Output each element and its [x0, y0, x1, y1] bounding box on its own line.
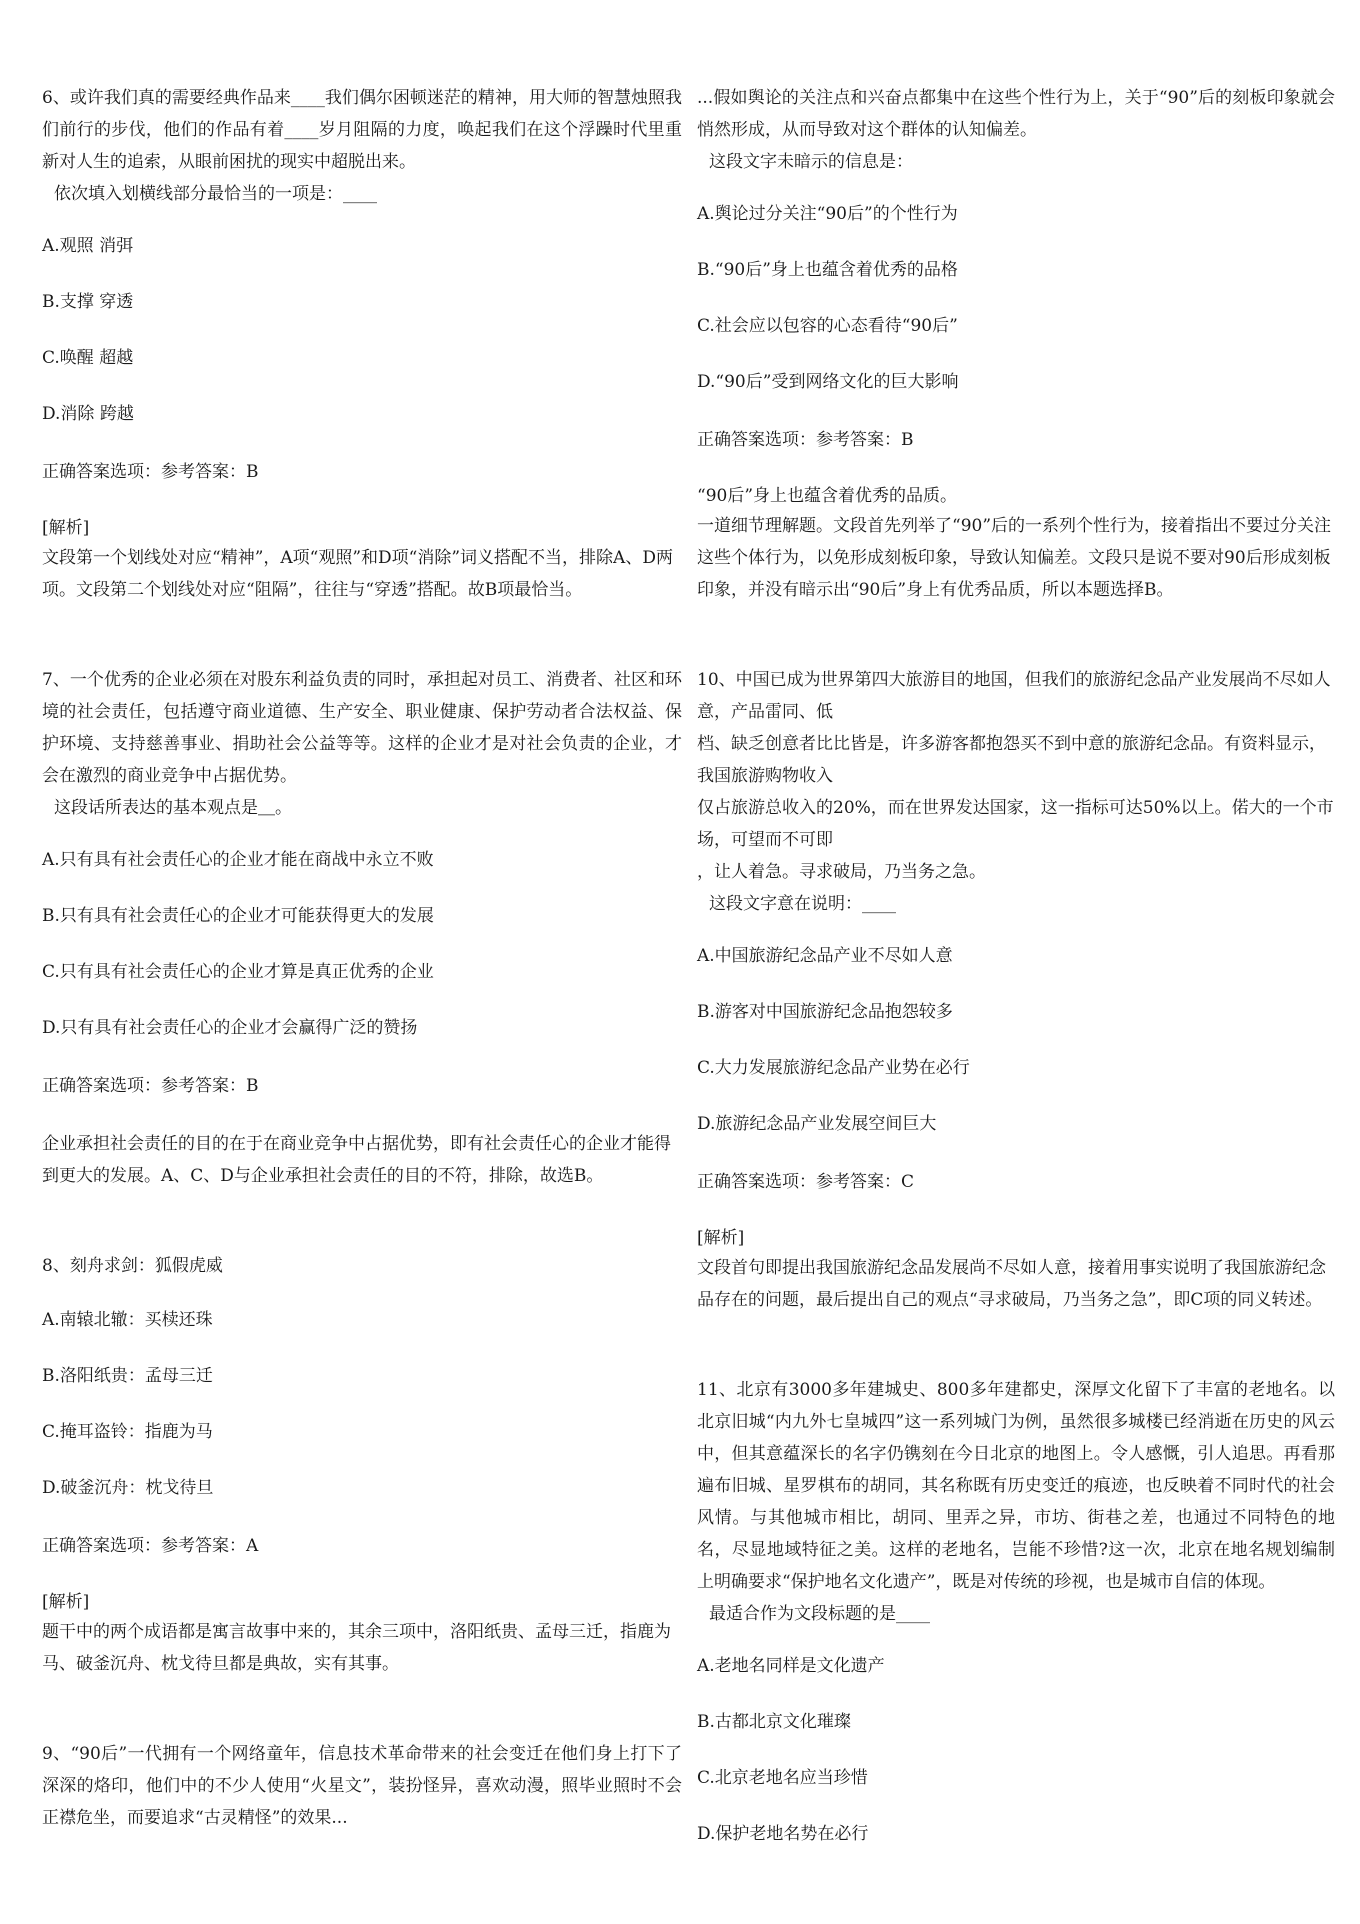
answer-line: 正确答案选项：参考答案：B: [697, 430, 914, 450]
question-9-continued: [697, 82, 1335, 606]
question-prompt: 依次填入划横线部分最恰当的一项是：____: [54, 184, 377, 204]
option-b: B.游客对中国旅游纪念品抱怨较多: [697, 1002, 953, 1022]
question-prompt: 这段文字未暗示的信息是：: [709, 152, 913, 172]
option-d: D.旅游纪念品产业发展空间巨大: [697, 1114, 937, 1134]
question-10: [697, 664, 1335, 1316]
option-c: C.掩耳盗铃：指鹿为马: [42, 1422, 213, 1442]
option-d: D.保护老地名势在必行: [697, 1824, 869, 1844]
analysis-lead: “90后”身上也蕴含着优秀的品质。: [697, 486, 958, 506]
analysis-text: 一道细节理解题。文段首先列举了“90”后的一系列个性行为，接着指出不要过分关注这些个体行为，以免形成刻板印象，导致认知偏差。文段只是说不要对90后形成刻板印象，并没有暗示出“90后”身上有优秀品质，所以本题选择B。: [697, 516, 1332, 600]
option-d: D.“90后”受到网络文化的巨大影响: [697, 372, 959, 392]
question-9: [42, 1738, 682, 1834]
analysis-text: 文段第一个划线处对应“精神”，A项“观照”和D项“消除”词义搭配不当，排除A、D两项。文段第二个划线处对应“阻隔”，往往与“穿透”搭配。故B项最恰当。: [42, 548, 673, 600]
option-a: A.南辕北辙：买椟还珠: [42, 1310, 213, 1330]
question-prompt: 这段话所表达的基本观点是＿。: [54, 798, 292, 818]
question-stem: 9、“90后”一代拥有一个网络童年，信息技术革命带来的社会变迁在他们身上打下了深深的烙印，他们中的不少人使用“火星文”，装扮怪异，喜欢动漫，照毕业照时不会正襟危坐，而要追求“古灵精怪”的效果...: [42, 1744, 682, 1828]
question-stem: ...假如舆论的关注点和兴奋点都集中在这些个性行为上，关于“90”后的刻板印象就会悄然形成，从而导致对这个群体的认知偏差。: [697, 88, 1335, 140]
question-prompt: 最适合作为文段标题的是____: [709, 1604, 930, 1624]
option-a: A.舆论过分关注“90后”的个性行为: [697, 204, 958, 224]
option-a: A.只有具有社会责任心的企业才能在商战中永立不败: [42, 850, 434, 870]
question-7: [42, 664, 682, 1192]
option-c: C.大力发展旅游纪念品产业势在必行: [697, 1058, 970, 1078]
question-stem: 7、一个优秀的企业必须在对股东利益负责的同时，承担起对员工、消费者、社区和环境的社会责任，包括遵守商业道德、生产安全、职业健康、保护劳动者合法权益、保护环境、支持慈善事业、捐助社会公益等等。这样的企业才是对社会负责的企业，才会在激烈的商业竞争中占据优势。: [42, 670, 682, 786]
answer-line: 正确答案选项：参考答案：B: [42, 1076, 259, 1096]
analysis-tag: [解析]: [697, 1228, 745, 1248]
question-stem-line: 10、中国已成为世界第四大旅游目的地国，但我们的旅游纪念品产业发展尚不尽如人意，产品雷同、低: [697, 670, 1331, 722]
option-c: C.只有具有社会责任心的企业才算是真正优秀的企业: [42, 962, 434, 982]
analysis-text: 文段首句即提出我国旅游纪念品发展尚不尽如人意，接着用事实说明了我国旅游纪念品存在的问题，最后提出自己的观点“寻求破局，乃当务之急”，即C项的同义转述。: [697, 1258, 1326, 1310]
question-stem: 11、北京有3000多年建城史、800多年建都史，深厚文化留下了丰富的老地名。以北京旧城“内九外七皇城四”这一系列城门为例，虽然很多城楼已经消逝在历史的风云中，但其意蕴深长的名字仍镌刻在今日北京的地图上。令人感慨，引人追思。再看那遍布旧城、星罗棋布的胡同，其名称既有历史变迁的痕迹，也反映着不同时代的社会风情。与其他城市相比，胡同、里弄之异，市坊、街巷之差，也通过不同特色的地名，尽显地域特征之美。这样的老地名，岂能不珍惜?这一次，北京在地名规划编制上明确要求“保护地名文化遗产”，既是对传统的珍视，也是城市自信的体现。: [697, 1380, 1335, 1592]
option-d: D.破釜沉舟：枕戈待旦: [42, 1478, 214, 1498]
question-stem-line: ，让人着急。寻求破局，乃当务之急。: [697, 862, 986, 882]
analysis-text: 企业承担社会责任的目的在于在商业竞争中占据优势，即有社会责任心的企业才能得到更大的发展。A、C、D与企业承担社会责任的目的不符，排除，故选B。: [42, 1134, 671, 1186]
answer-line: 正确答案选项：参考答案：A: [42, 1536, 259, 1556]
right-column: [697, 82, 1335, 1874]
option-d: D.只有具有社会责任心的企业才会赢得广泛的赞扬: [42, 1018, 418, 1038]
option-b: B.洛阳纸贵：孟母三迁: [42, 1366, 213, 1386]
analysis-text: 题干中的两个成语都是寓言故事中来的，其余三项中，洛阳纸贵、孟母三迁，指鹿为马、破釜沉舟、枕戈待旦都是典故，实有其事。: [42, 1622, 671, 1674]
option-a: A.老地名同样是文化遗产: [697, 1656, 885, 1676]
analysis-tag: [解析]: [42, 518, 90, 538]
question-6: [42, 82, 682, 606]
option-b: B.古都北京文化璀璨: [697, 1712, 851, 1732]
option-d: D.消除 跨越: [42, 404, 134, 424]
answer-line: 正确答案选项：参考答案：C: [697, 1172, 915, 1192]
option-b: B.支撑 穿透: [42, 292, 134, 312]
option-c: C.北京老地名应当珍惜: [697, 1768, 868, 1788]
question-stem-line: 仅占旅游总收入的20%，而在世界发达国家，这一指标可达50%以上。偌大的一个市场，可望而不可即: [697, 798, 1334, 850]
option-a: A.观照 消弭: [42, 236, 134, 256]
left-column: [42, 82, 682, 1834]
question-prompt: 这段文字意在说明：____: [709, 894, 896, 914]
question-8: [42, 1250, 682, 1680]
analysis-tag: [解析]: [42, 1592, 90, 1612]
question-11: [697, 1374, 1335, 1874]
option-b: B.“90后”身上也蕴含着优秀的品格: [697, 260, 958, 280]
option-c: C.社会应以包容的心态看待“90后”: [697, 316, 958, 336]
question-stem-line: 档、缺乏创意者比比皆是，许多游客都抱怨买不到中意的旅游纪念品。有资料显示，我国旅游购物收入: [697, 734, 1326, 786]
question-stem: 6、或许我们真的需要经典作品来____我们偶尔困顿迷茫的精神，用大师的智慧烛照我们前行的步伐，他们的作品有着____岁月阻隔的力度，唤起我们在这个浮躁时代里重新对人生的追索，从眼前困扰的现实中超脱出来。: [42, 88, 682, 172]
option-a: A.中国旅游纪念品产业不尽如人意: [697, 946, 953, 966]
option-b: B.只有具有社会责任心的企业才可能获得更大的发展: [42, 906, 434, 926]
question-stem: 8、刻舟求剑：狐假虎威: [42, 1256, 223, 1276]
answer-line: 正确答案选项：参考答案：B: [42, 462, 259, 482]
option-c: C.唤醒 超越: [42, 348, 134, 368]
